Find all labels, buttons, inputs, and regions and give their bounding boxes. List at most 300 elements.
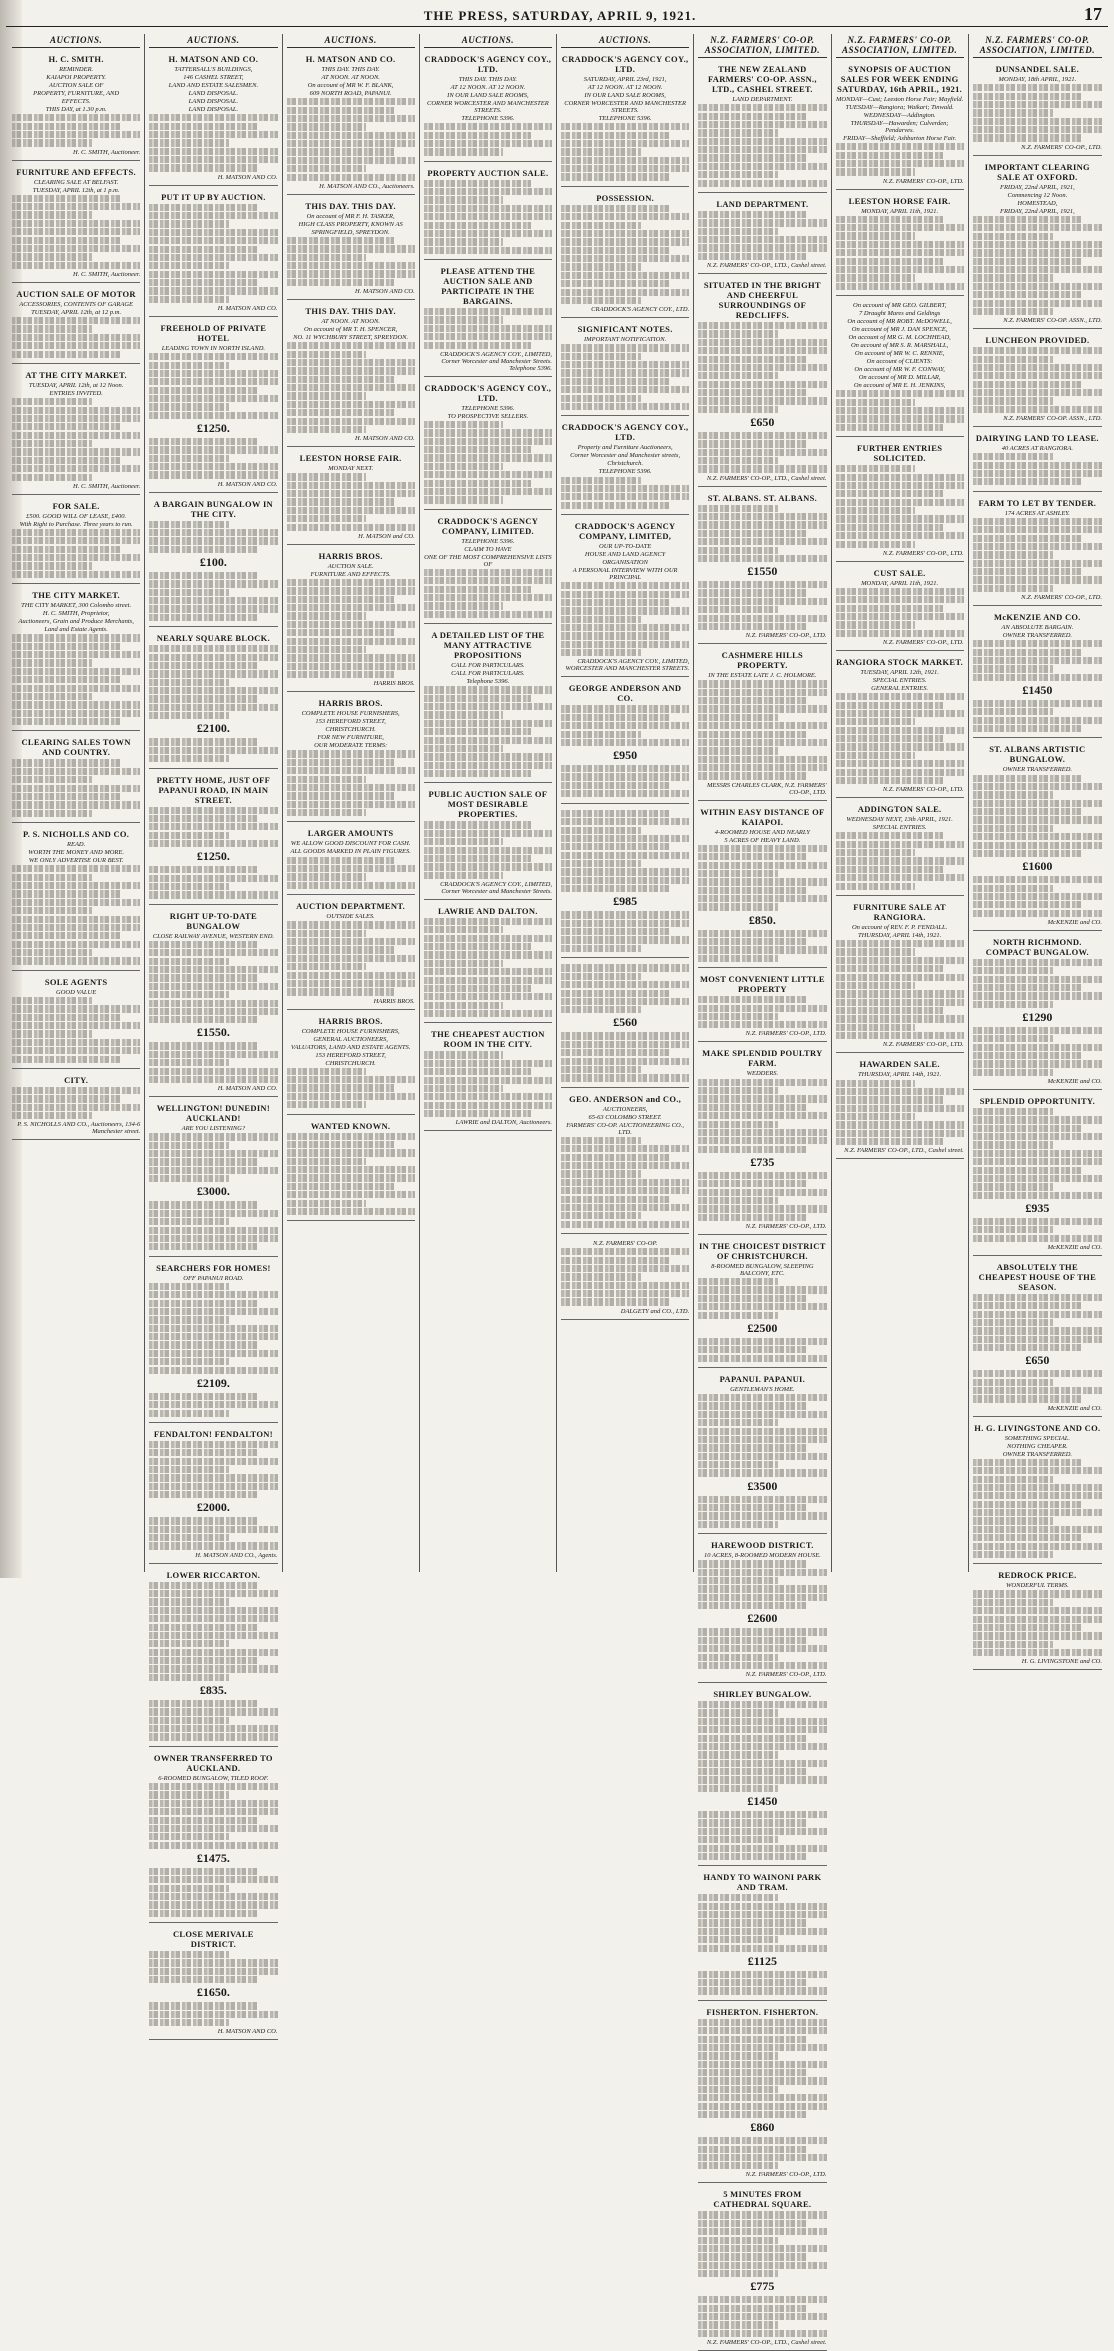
ad-line: CALL FOR PARTICULARS. <box>451 670 525 678</box>
illegible-body-text <box>836 588 964 595</box>
classified-ad <box>149 1567 277 1747</box>
ad-signature: LAWRIE and DALTON, Auctioneers. <box>455 1119 552 1127</box>
ad-title: LEESTON HORSE FAIR. <box>299 453 402 464</box>
illegible-body-text <box>973 1641 1053 1648</box>
illegible-body-text <box>561 920 689 927</box>
illegible-body-text <box>149 1534 229 1541</box>
illegible-body-text <box>698 2211 826 2218</box>
illegible-body-text <box>698 764 826 771</box>
illegible-body-text <box>424 140 552 147</box>
illegible-body-text <box>12 448 140 455</box>
ad-title: CLEARING SALES TOWN AND COUNTRY. <box>21 737 131 758</box>
illegible-body-text <box>287 409 395 416</box>
illegible-body-text <box>149 1842 277 1849</box>
illegible-body-text <box>973 825 1053 832</box>
illegible-body-text <box>973 674 1102 681</box>
illegible-body-text <box>149 2002 257 2009</box>
illegible-body-text <box>698 689 826 696</box>
illegible-body-text <box>698 1819 806 1826</box>
illegible-body-text <box>561 395 641 402</box>
illegible-body-text <box>973 300 1102 307</box>
illegible-body-text <box>424 838 504 845</box>
illegible-body-text <box>973 1336 1102 1343</box>
illegible-body-text <box>836 866 944 873</box>
ad-title: HARRIS BROS. <box>318 1015 383 1026</box>
illegible-body-text <box>149 807 277 814</box>
illegible-body-text <box>698 2052 778 2059</box>
ad-title: LEESTON HORSE FAIR. <box>848 195 951 206</box>
ad-signature: N.Z. FARMERS' CO-OP. ASSN., LTD. <box>1003 414 1102 422</box>
illegible-body-text <box>973 833 1102 840</box>
illegible-body-text <box>287 671 395 678</box>
ad-signature: N.Z. FARMERS' CO-OP., LTD. <box>1021 143 1102 151</box>
illegible-body-text <box>149 1717 229 1724</box>
illegible-body-text <box>287 1149 415 1156</box>
ad-title: CLOSE MERIVALE DISTRICT. <box>172 1929 254 1950</box>
illegible-body-text <box>973 1379 1053 1386</box>
illegible-body-text <box>973 901 1082 908</box>
illegible-body-text <box>973 876 1102 883</box>
illegible-body-text <box>698 322 826 329</box>
ad-signature: CRADDOCK'S AGENCY COY., LIMITED, WORCESTER AND MANCHESTER STREETS. <box>565 658 690 673</box>
ad-line: AUCTIONEERS, <box>602 1105 648 1113</box>
illegible-body-text <box>149 1449 257 1456</box>
illegible-body-text <box>12 317 140 324</box>
illegible-body-text <box>836 465 916 472</box>
illegible-body-text <box>149 1350 277 1357</box>
illegible-body-text <box>698 432 826 439</box>
illegible-body-text <box>287 1141 395 1148</box>
illegible-body-text <box>698 870 778 877</box>
illegible-body-text <box>287 646 367 653</box>
illegible-body-text <box>836 224 964 231</box>
illegible-body-text <box>561 835 689 842</box>
ad-price: £2600 <box>747 1611 778 1626</box>
ad-line: GOOD VALUE <box>56 988 97 996</box>
illegible-body-text <box>149 1133 277 1140</box>
illegible-body-text <box>698 747 778 754</box>
illegible-body-text <box>698 113 806 120</box>
illegible-body-text <box>973 1294 1102 1301</box>
classified-ad <box>12 974 140 1069</box>
illegible-body-text <box>698 2228 826 2235</box>
classified-ad <box>698 971 826 1042</box>
illegible-body-text <box>424 943 532 950</box>
ad-line: FRIDAY, 22nd APRIL, 1921, <box>999 183 1075 191</box>
illegible-body-text <box>561 1006 641 1013</box>
ad-line: 146 CASHEL STREET, <box>183 74 244 81</box>
ad-title: GEORGE ANDERSON AND CO. <box>568 683 682 704</box>
classified-ad <box>698 804 826 969</box>
illegible-body-text <box>973 216 1082 223</box>
illegible-body-text <box>698 1021 826 1028</box>
ad-price: £1450 <box>747 1794 778 1808</box>
illegible-body-text <box>561 591 689 598</box>
illegible-body-text <box>973 1226 1053 1233</box>
ad-title: CRADDOCK'S AGENCY COY., LTD. <box>561 422 689 443</box>
illegible-body-text <box>149 123 257 130</box>
illegible-body-text <box>698 397 826 404</box>
illegible-body-text <box>12 957 140 964</box>
illegible-body-text <box>973 1311 1102 1318</box>
illegible-body-text <box>698 1637 806 1644</box>
illegible-body-text <box>424 577 552 584</box>
illegible-body-text <box>287 980 415 987</box>
classified-ad <box>287 898 415 1009</box>
ad-signature: N.Z. FARMERS' CO-OP., LTD. <box>745 2171 827 2179</box>
classified-ad <box>698 1686 826 1866</box>
ad-line: £500. GOOD WILL OF LEASE, £400. <box>26 512 127 520</box>
illegible-body-text <box>149 1142 229 1149</box>
illegible-body-text <box>424 180 532 187</box>
illegible-body-text <box>12 634 140 641</box>
illegible-body-text <box>12 203 140 210</box>
ad-title: FENDALTON! FENDALTON! <box>153 1428 273 1439</box>
ad-line: ARE YOU LISTENING? <box>181 1125 246 1133</box>
illegible-body-text <box>698 555 826 562</box>
illegible-body-text <box>561 344 689 351</box>
illegible-body-text <box>424 471 552 478</box>
illegible-body-text <box>698 1303 826 1310</box>
illegible-body-text <box>561 1170 641 1177</box>
illegible-body-text <box>287 1076 415 1083</box>
ad-signature: H. MATSON AND CO. <box>217 2028 278 2036</box>
illegible-body-text <box>973 1116 1102 1123</box>
illegible-body-text <box>424 855 532 862</box>
ad-line: MONDAY, APRIL 11th, 1921. <box>861 207 939 215</box>
illegible-body-text <box>149 1800 277 1807</box>
illegible-body-text <box>973 800 1102 807</box>
illegible-body-text <box>698 1453 826 1460</box>
illegible-body-text <box>561 877 689 884</box>
illegible-body-text <box>149 1410 229 1417</box>
illegible-body-text <box>973 347 1102 354</box>
classified-ad <box>836 1056 964 1159</box>
illegible-body-text <box>149 1517 257 1524</box>
ad-line: FRIDAY—Sheffield; Ashburton Horse Fair. <box>843 135 957 142</box>
illegible-body-text <box>973 808 1082 815</box>
illegible-body-text <box>424 1110 532 1117</box>
ad-title: CRADDOCK'S AGENCY COY., LTD. <box>424 54 552 74</box>
ad-line: THURSDAY, APRIL 14th, 1921. <box>857 931 942 939</box>
classified-ad <box>836 654 964 798</box>
ad-line: AT 12 NOON. AT 12 NOON. <box>450 84 526 91</box>
illegible-body-text <box>973 266 1102 273</box>
illegible-body-text <box>424 213 552 220</box>
column-1 <box>8 34 145 1572</box>
illegible-body-text <box>561 1265 689 1272</box>
illegible-body-text <box>698 2154 826 2161</box>
ad-line: AT NOON. AT NOON. <box>321 74 380 81</box>
illegible-body-text <box>287 938 415 945</box>
illegible-body-text <box>12 237 120 244</box>
illegible-body-text <box>561 230 689 237</box>
illegible-body-text <box>149 1227 277 1234</box>
illegible-body-text <box>561 353 641 360</box>
illegible-body-text <box>149 1401 277 1408</box>
illegible-body-text <box>149 1291 277 1298</box>
illegible-body-text <box>561 1066 641 1073</box>
classified-ad <box>12 734 140 823</box>
column-5 <box>557 34 694 1572</box>
ad-line: On account of MR E. H. JENKINS, <box>853 382 946 390</box>
illegible-body-text <box>149 2011 277 2018</box>
illegible-body-text <box>973 1526 1102 1533</box>
column-4 <box>420 34 557 1572</box>
ad-title: WANTED KNOWN. <box>310 1120 391 1131</box>
illegible-body-text <box>698 330 778 337</box>
ad-price: £835. <box>199 1682 227 1697</box>
illegible-body-text <box>561 477 641 484</box>
illegible-body-text <box>424 446 532 453</box>
classified-ad <box>287 1013 415 1115</box>
illegible-body-text <box>12 334 140 341</box>
illegible-body-text <box>149 1210 277 1217</box>
ad-line: THURSDAY, APRIL 14th, 1921. <box>857 1071 942 1079</box>
illegible-body-text <box>149 1008 277 1015</box>
illegible-body-text <box>698 2094 826 2101</box>
illegible-body-text <box>973 470 1102 477</box>
ad-line: On account of MR ROBT. McDOWELL, <box>847 318 952 326</box>
illegible-body-text <box>698 887 806 894</box>
illegible-body-text <box>698 406 778 413</box>
illegible-body-text <box>424 342 532 349</box>
illegible-body-text <box>287 262 415 269</box>
illegible-body-text <box>973 576 1102 583</box>
illegible-body-text <box>698 1811 826 1818</box>
illegible-body-text <box>149 1059 229 1066</box>
ad-title: PAPANUI. PAPANUI. <box>719 1373 806 1384</box>
illegible-body-text <box>149 1175 229 1182</box>
classified-ad <box>287 198 415 300</box>
illegible-body-text <box>287 784 415 791</box>
ad-line: OWNER TRANSFERRED. <box>1002 1450 1073 1458</box>
ad-line: THIS DAY. THIS DAY. <box>458 76 517 83</box>
illegible-body-text <box>287 767 415 774</box>
illegible-body-text <box>973 543 1102 550</box>
classified-ad <box>561 807 689 959</box>
illegible-body-text <box>973 842 1102 849</box>
ad-line: AN ABSOLUTE BARGAIN. <box>1001 624 1074 631</box>
illegible-body-text <box>424 1077 552 1084</box>
illegible-body-text <box>836 718 916 725</box>
illegible-body-text <box>836 982 916 989</box>
ad-title: ST. ALBANS. ST. ALBANS. <box>707 492 818 503</box>
illegible-body-text <box>561 378 669 385</box>
illegible-body-text <box>698 1005 826 1012</box>
illegible-body-text <box>561 810 669 817</box>
illegible-body-text <box>973 1167 1082 1174</box>
illegible-body-text <box>287 392 367 399</box>
illegible-body-text <box>12 529 140 536</box>
illegible-body-text <box>12 949 92 956</box>
illegible-body-text <box>561 297 641 304</box>
illegible-body-text <box>287 857 395 864</box>
illegible-body-text <box>149 1893 277 1900</box>
illegible-body-text <box>973 1192 1102 1199</box>
illegible-body-text <box>561 1248 689 1255</box>
illegible-body-text <box>287 587 415 594</box>
ad-line: ALL GOODS MARKED IN PLAIN FIGURES. <box>290 848 411 856</box>
illegible-body-text <box>424 1051 504 1058</box>
illegible-body-text <box>149 1051 277 1058</box>
illegible-body-text <box>149 572 257 579</box>
illegible-body-text <box>149 1791 229 1798</box>
column-8 <box>969 34 1106 1666</box>
illegible-body-text <box>424 123 552 130</box>
illegible-body-text <box>149 1042 257 1049</box>
illegible-body-text <box>149 1316 229 1323</box>
illegible-body-text <box>12 440 92 447</box>
illegible-body-text <box>698 1594 826 1601</box>
illegible-body-text <box>836 1088 964 1095</box>
illegible-body-text <box>973 816 1102 823</box>
ad-line: OUR UP-TO-DATE <box>599 543 652 550</box>
illegible-body-text <box>287 809 367 816</box>
illegible-body-text <box>149 1367 277 1374</box>
illegible-body-text <box>149 2019 229 2026</box>
illegible-body-text <box>698 1845 826 1852</box>
ad-signature: N.Z. FARMERS' CO-OP., LTD. <box>745 632 827 640</box>
illegible-body-text <box>149 1649 277 1656</box>
illegible-body-text <box>836 160 964 167</box>
illegible-body-text <box>698 1836 778 1843</box>
ad-price: £1250. <box>196 849 230 864</box>
illegible-body-text <box>698 1585 826 1592</box>
classified-ad <box>149 908 277 1097</box>
ad-line: EFFECTS. <box>61 98 91 105</box>
illegible-body-text <box>973 397 1053 404</box>
illegible-body-text <box>973 700 1102 707</box>
illegible-body-text <box>698 253 806 260</box>
ad-line: MONDAY, APRIL 11th, 1921. <box>861 579 939 587</box>
illegible-body-text <box>12 253 92 260</box>
illegible-body-text <box>836 274 916 281</box>
ad-signature: H. C. SMITH, Auctioneer. <box>73 148 141 156</box>
ad-signature: N.Z. FARMERS' CO-OP., LTD. <box>745 1030 827 1038</box>
illegible-body-text <box>12 1095 120 1102</box>
illegible-body-text <box>698 1645 826 1652</box>
ad-title: A DETAILED LIST OF THE MANY ATTRACTIVE PROPOSITIONS <box>431 630 545 661</box>
illegible-body-text <box>149 815 257 822</box>
ad-title: THIS DAY. THIS DAY. <box>305 200 396 211</box>
illegible-body-text <box>973 1517 1053 1524</box>
illegible-body-text <box>287 1158 367 1165</box>
illegible-body-text <box>698 1419 778 1426</box>
illegible-body-text <box>698 372 778 379</box>
illegible-body-text <box>973 959 1102 966</box>
illegible-body-text <box>561 928 669 935</box>
illegible-body-text <box>287 801 415 808</box>
illegible-body-text <box>287 384 415 391</box>
illegible-body-text <box>561 403 689 410</box>
classified-ad <box>836 193 964 297</box>
illegible-body-text <box>973 526 1102 533</box>
illegible-body-text <box>561 964 689 971</box>
illegible-body-text <box>287 946 395 953</box>
ad-price: £950 <box>613 748 638 763</box>
classified-ad <box>973 495 1102 606</box>
ad-signature: H. MATSON AND CO., Agents. <box>195 1551 278 1559</box>
ad-line: 7 Draught Mares and Geldings <box>858 310 941 318</box>
ad-line: OFF PAPANUI ROAD. <box>183 1274 244 1282</box>
ad-line: TUESDAY, APRIL 12th, at 12 Noon. <box>28 381 124 389</box>
ad-title: H. MATSON AND CO. <box>168 54 259 64</box>
illegible-body-text <box>424 316 504 323</box>
illegible-body-text <box>698 1137 826 1144</box>
illegible-body-text <box>561 1204 689 1211</box>
illegible-body-text <box>149 1300 257 1307</box>
illegible-body-text <box>424 918 552 925</box>
illegible-body-text <box>973 657 1102 664</box>
illegible-body-text <box>698 1919 806 1926</box>
classified-ad <box>12 51 140 161</box>
ad-line: CALL FOR PARTICULARS. <box>451 662 525 670</box>
classified-ad <box>287 548 415 693</box>
ad-title: PUBLIC AUCTION SALE OF MOST DESIRABLE PROPERTIES. <box>428 789 548 820</box>
classified-ad <box>149 772 277 905</box>
illegible-body-text <box>698 1295 806 1302</box>
illegible-body-text <box>836 974 964 981</box>
illegible-body-text <box>698 364 826 371</box>
illegible-body-text <box>149 875 277 882</box>
illegible-body-text <box>836 630 964 637</box>
illegible-body-text <box>698 1087 778 1094</box>
illegible-body-text <box>698 2146 806 2153</box>
illegible-body-text <box>424 454 552 461</box>
illegible-body-text <box>698 530 806 537</box>
illegible-body-text <box>698 1987 826 1994</box>
illegible-body-text <box>287 157 415 164</box>
ad-line: CLEARING SALE AT BELFAST. <box>33 178 119 186</box>
ad-line: CLAIM TO HAVE <box>464 545 512 553</box>
ad-line: TUESDAY—Rangiora; Waikari; Tinwald. <box>845 104 954 111</box>
illegible-body-text <box>836 613 964 620</box>
illegible-body-text <box>698 1129 826 1136</box>
illegible-body-text <box>698 1469 826 1476</box>
ad-title: PLEASE ATTEND THE AUCTION SALE AND PARTICIPATE IN THE BARGAINS. <box>440 266 536 307</box>
illegible-body-text <box>12 718 120 725</box>
illegible-body-text <box>12 1039 140 1046</box>
illegible-body-text <box>973 1509 1102 1516</box>
classified-ad <box>12 826 140 971</box>
illegible-body-text <box>12 474 92 481</box>
illegible-body-text <box>287 426 367 433</box>
ad-line: H. C. SMITH, Proprietor, <box>42 610 110 618</box>
illegible-body-text <box>287 1208 415 1215</box>
illegible-body-text <box>287 579 415 586</box>
illegible-body-text <box>424 1093 552 1100</box>
illegible-body-text <box>149 395 277 402</box>
illegible-body-text <box>287 638 415 645</box>
illegible-body-text <box>973 134 1082 141</box>
illegible-body-text <box>561 582 689 589</box>
illegible-body-text <box>287 401 415 408</box>
illegible-body-text <box>149 387 257 394</box>
illegible-body-text <box>698 1496 826 1503</box>
ad-line: TELEPHONE 5396. <box>461 404 515 412</box>
illegible-body-text <box>698 895 826 902</box>
ad-title: DAIRYING LAND TO LEASE. <box>975 432 1099 443</box>
ad-line: CLOSE RAILWAY AVENUE, WESTERN END. <box>152 932 275 940</box>
illegible-body-text <box>561 624 689 631</box>
illegible-body-text <box>698 2061 826 2068</box>
illegible-body-text <box>698 2296 826 2303</box>
illegible-body-text <box>973 283 1102 290</box>
classified-ad <box>424 1026 552 1131</box>
ad-line: IN OUR LAND SALE ROOMS, <box>447 92 529 99</box>
illegible-body-text <box>836 849 916 856</box>
